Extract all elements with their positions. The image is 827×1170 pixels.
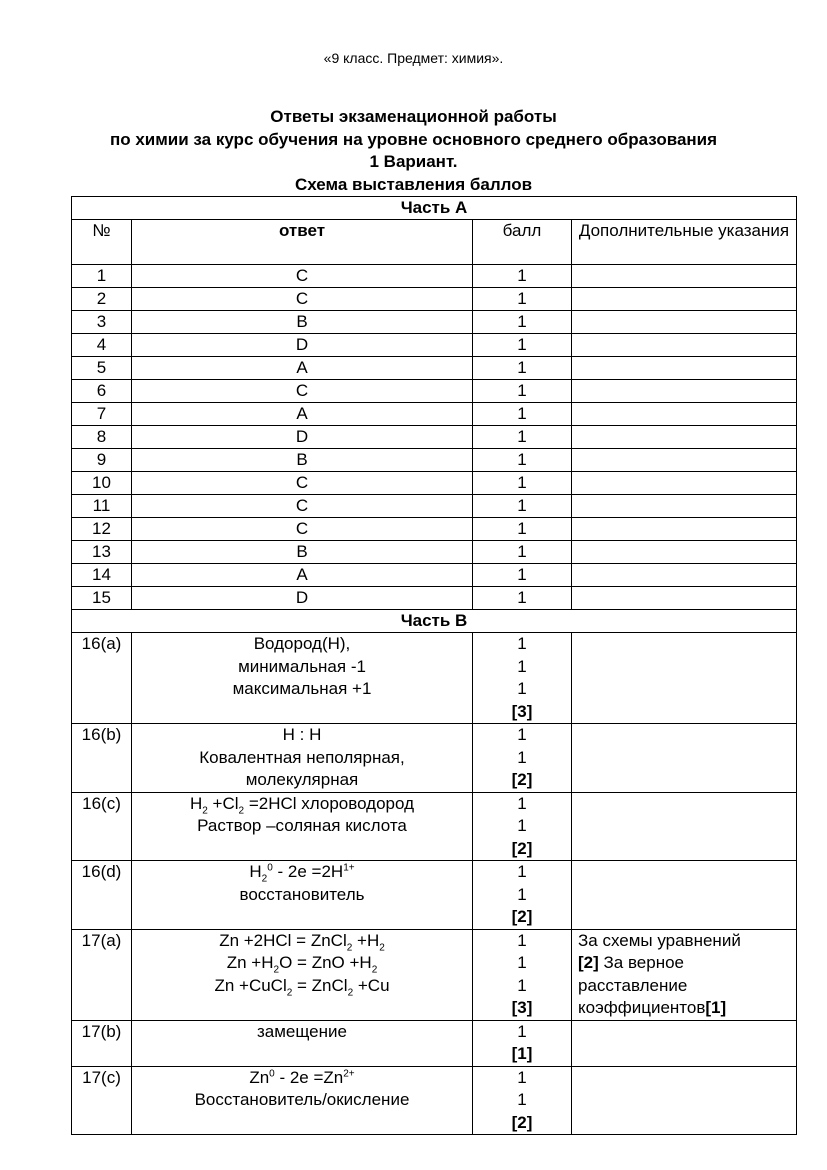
row-number: 15 <box>72 587 132 610</box>
row-number: 16(c) <box>72 792 132 861</box>
row-score: 1 <box>473 541 572 564</box>
note-line: расставление <box>578 975 688 995</box>
row-answer <box>132 861 473 930</box>
column-header-row <box>72 220 797 265</box>
row-score: 1 <box>473 518 572 541</box>
row-score: 1 <box>473 426 572 449</box>
row-number: 12 <box>72 518 132 541</box>
column-header-number: № <box>72 220 132 265</box>
row-answer: A <box>132 564 473 587</box>
row-answer: C <box>132 380 473 403</box>
row-number: 16(d) <box>72 861 132 930</box>
row-answer: B <box>132 311 473 334</box>
table-row <box>72 380 797 403</box>
equation-line: Zn +2HCl = ZnCl$_2$ $+H_2$ <box>219 930 385 953</box>
row-notes <box>572 265 797 288</box>
row-score: 1 <box>473 564 572 587</box>
row-number: 6 <box>72 380 132 403</box>
column-header-notes: Дополнительные указания <box>572 220 797 265</box>
row-answer: A <box>132 357 473 380</box>
row-notes <box>572 311 797 334</box>
row-score: 1 <box>473 587 572 610</box>
row-score <box>473 1066 572 1135</box>
row-number: 4 <box>72 334 132 357</box>
row-notes <box>572 472 797 495</box>
column-header-score: балл <box>473 220 572 265</box>
row-answer: C <box>132 265 473 288</box>
row-notes <box>572 792 797 861</box>
row-notes <box>572 564 797 587</box>
row-notes <box>572 541 797 564</box>
title-line-4: Схема выставления баллов <box>294 174 533 194</box>
score-total: [2] <box>511 838 533 858</box>
table-row <box>72 472 797 495</box>
row-answer: D <box>132 587 473 610</box>
table-row <box>72 495 797 518</box>
score-line: 1 <box>517 1090 527 1109</box>
row-score: 1 <box>473 472 572 495</box>
answer-line: Раствор –соляная кислота <box>197 816 407 835</box>
table-row-17c <box>72 1066 797 1135</box>
row-score <box>473 1020 572 1066</box>
answer-line: Восстановитель/окисление <box>194 1090 410 1109</box>
row-answer: C <box>132 288 473 311</box>
table-row-17b <box>72 1020 797 1066</box>
row-notes <box>572 1020 797 1066</box>
row-number: 17(b) <box>72 1020 132 1066</box>
part-b-header <box>72 610 797 633</box>
row-answer: D <box>132 334 473 357</box>
row-notes <box>572 357 797 380</box>
row-score: 1 <box>473 311 572 334</box>
row-number: 7 <box>72 403 132 426</box>
row-number: 16(b) <box>72 724 132 793</box>
row-number: 3 <box>72 311 132 334</box>
table-row <box>72 357 797 380</box>
table-row <box>72 518 797 541</box>
row-score: 1 <box>473 334 572 357</box>
document-title <box>0 106 827 196</box>
equation-line: $H_2 +Cl_2 =2HCl$ хлороводород <box>189 793 414 816</box>
row-score: 1 <box>473 495 572 518</box>
equation-line: Zn +CuCl$_2$ = ZnCl$_2$ +Cu <box>214 975 390 998</box>
row-number: 13 <box>72 541 132 564</box>
table-row <box>72 426 797 449</box>
row-answer: D <box>132 426 473 449</box>
score-line: 1 <box>517 816 527 835</box>
row-number: 1 <box>72 265 132 288</box>
row-number: 10 <box>72 472 132 495</box>
row-notes <box>572 403 797 426</box>
row-number: 9 <box>72 449 132 472</box>
score-line: 1 <box>517 884 527 904</box>
row-score <box>473 633 572 724</box>
answer-line: Н : Н <box>282 725 322 744</box>
equation-line: $H_2^0 - 2e =2H^{1+}$ <box>249 862 355 885</box>
row-number: 17(a) <box>72 929 132 1020</box>
note-line: За схемы уравнений <box>578 930 741 950</box>
row-answer: A <box>132 403 473 426</box>
row-notes <box>572 449 797 472</box>
row-answer: C <box>132 518 473 541</box>
document-subject-line: «9 класс. Предмет: химия». <box>323 50 504 66</box>
table-row <box>72 541 797 564</box>
score-line: 1 <box>517 634 527 653</box>
score-line: 1 <box>517 862 527 881</box>
table-row-16d <box>72 861 797 930</box>
row-answer <box>132 1020 473 1066</box>
table-row <box>72 334 797 357</box>
score-line: 1 <box>517 930 527 950</box>
row-number: 16(a) <box>72 633 132 724</box>
score-line: 1 <box>517 747 527 767</box>
row-number: 5 <box>72 357 132 380</box>
column-header-answer: ответ <box>132 220 473 265</box>
row-number: 17(c) <box>72 1066 132 1135</box>
note-line: [2] За верное <box>578 953 684 972</box>
row-answer: C <box>132 495 473 518</box>
table-row-17a <box>72 929 797 1020</box>
row-answer <box>132 633 473 724</box>
table-row-16c <box>72 792 797 861</box>
score-line: 1 <box>517 953 527 972</box>
row-score <box>473 861 572 930</box>
score-total: [3] <box>511 998 533 1017</box>
row-score: 1 <box>473 357 572 380</box>
table-row-16b <box>72 724 797 793</box>
row-answer: C <box>132 472 473 495</box>
row-answer <box>132 792 473 861</box>
row-number: 8 <box>72 426 132 449</box>
row-notes <box>572 1066 797 1135</box>
score-line: 1 <box>517 1067 527 1087</box>
row-score <box>473 929 572 1020</box>
answer-line: восстановитель <box>239 884 365 904</box>
row-notes <box>572 518 797 541</box>
table-row <box>72 311 797 334</box>
score-line: 1 <box>517 725 527 744</box>
row-notes <box>572 334 797 357</box>
row-score: 1 <box>473 380 572 403</box>
table-row-16a <box>72 633 797 724</box>
row-answer <box>132 724 473 793</box>
row-notes <box>572 426 797 449</box>
row-notes <box>572 861 797 930</box>
equation-line: $Zn +H_2O$ = ZnO $+H_2$ <box>226 953 378 976</box>
answer-line: максимальная +1 <box>232 679 372 698</box>
title-line-1: Ответы экзаменационной работы <box>270 107 557 126</box>
answer-line: Водород(Н), <box>253 634 351 653</box>
row-notes <box>572 587 797 610</box>
score-line: 1 <box>517 679 527 698</box>
answer-line: минимальная -1 <box>238 656 366 676</box>
row-notes <box>572 929 797 1020</box>
part-a-header <box>72 197 797 220</box>
row-score: 1 <box>473 449 572 472</box>
part-b-label: Часть В <box>72 610 797 633</box>
row-notes <box>572 633 797 724</box>
score-total: [3] <box>511 701 533 721</box>
row-score <box>473 792 572 861</box>
row-score: 1 <box>473 288 572 311</box>
row-notes <box>572 288 797 311</box>
score-line: 1 <box>517 656 527 676</box>
score-line: 1 <box>517 793 527 813</box>
note-line: коэффициентов[1] <box>578 998 727 1017</box>
score-total: [2] <box>511 907 533 926</box>
answer-key-table <box>71 196 797 1135</box>
row-answer <box>132 929 473 1020</box>
score-total: [2] <box>511 1112 533 1132</box>
row-score <box>473 724 572 793</box>
row-number: 2 <box>72 288 132 311</box>
table-row <box>72 265 797 288</box>
table-row <box>72 449 797 472</box>
title-line-2: по химии за курс обучения на уровне основного среднего образования <box>109 129 718 149</box>
row-answer: B <box>132 541 473 564</box>
row-number: 11 <box>72 495 132 518</box>
answer-line: молекулярная <box>245 770 359 789</box>
row-answer <box>132 1066 473 1135</box>
row-notes <box>572 495 797 518</box>
score-line: 1 <box>517 1021 527 1041</box>
score-total: [2] <box>511 770 533 789</box>
table-row <box>72 564 797 587</box>
table-row <box>72 288 797 311</box>
row-answer: B <box>132 449 473 472</box>
row-score: 1 <box>473 403 572 426</box>
answer-line: замещение <box>257 1021 347 1041</box>
row-number: 14 <box>72 564 132 587</box>
row-score: 1 <box>473 265 572 288</box>
table-row <box>72 587 797 610</box>
row-notes <box>572 724 797 793</box>
score-total: [1] <box>511 1044 533 1063</box>
equation-line: $Zn^0 - 2e =Zn^{2+}$ <box>249 1067 355 1087</box>
answer-line: Ковалентная неполярная, <box>199 747 405 767</box>
table-row <box>72 403 797 426</box>
title-line-3: 1 Вариант. <box>369 152 458 171</box>
part-a-label: Часть А <box>72 197 797 220</box>
row-notes <box>572 380 797 403</box>
score-line: 1 <box>517 975 527 995</box>
